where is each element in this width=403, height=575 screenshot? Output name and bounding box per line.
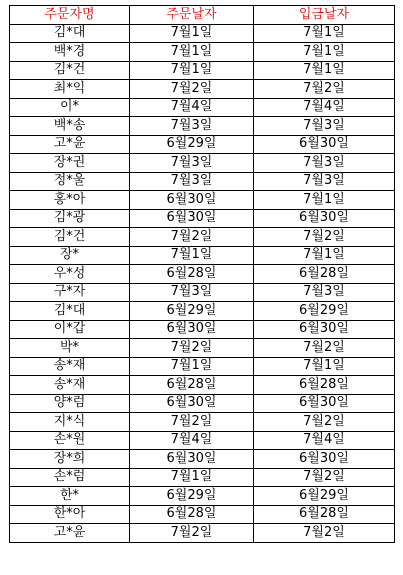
payment-date-cell: 7월3일 xyxy=(254,283,395,302)
table-row xyxy=(10,468,395,487)
payment-date-cell: 6월29일 xyxy=(254,487,395,506)
payment-date-cell: 7월1일 xyxy=(254,357,395,376)
table-body xyxy=(10,24,395,542)
table-row xyxy=(10,191,395,210)
payment-date-cell: 7월4일 xyxy=(254,431,395,450)
table-row xyxy=(10,154,395,173)
orderer-name-cell: 지*식 xyxy=(10,413,130,432)
orderer-name-cell: 구*자 xyxy=(10,283,130,302)
order-date-cell: 6월28일 xyxy=(130,265,254,284)
orderer-name-cell: 손*원 xyxy=(10,431,130,450)
order-date-cell: 7월3일 xyxy=(130,172,254,191)
order-date-cell: 6월30일 xyxy=(130,191,254,210)
order-date-cell: 7월1일 xyxy=(130,61,254,80)
header-row xyxy=(10,6,395,25)
order-date-cell: 7월1일 xyxy=(130,24,254,43)
orderer-name-cell: 송*재 xyxy=(10,376,130,395)
order-date-cell: 7월4일 xyxy=(130,431,254,450)
order-date-cell: 6월30일 xyxy=(130,209,254,228)
table-row xyxy=(10,302,395,321)
payment-date-cell: 6월30일 xyxy=(254,450,395,469)
table-row xyxy=(10,172,395,191)
order-date-cell: 6월28일 xyxy=(130,505,254,524)
payment-date-cell: 7월1일 xyxy=(254,246,395,265)
table-row xyxy=(10,413,395,432)
payment-date-cell: 7월1일 xyxy=(254,191,395,210)
payment-date-cell: 7월4일 xyxy=(254,98,395,117)
header-order-date: 주문날자 xyxy=(130,6,254,25)
header-orderer-name: 주문자명 xyxy=(10,6,130,25)
table-row xyxy=(10,431,395,450)
payment-date-cell: 6월28일 xyxy=(254,376,395,395)
payment-date-cell: 6월28일 xyxy=(254,505,395,524)
orderer-name-cell: 양*럼 xyxy=(10,394,130,413)
table-row xyxy=(10,43,395,62)
order-date-cell: 6월30일 xyxy=(130,320,254,339)
orderer-name-cell: 김*광 xyxy=(10,209,130,228)
order-payment-table xyxy=(9,5,395,543)
payment-date-cell: 7월3일 xyxy=(254,172,395,191)
order-date-cell: 7월3일 xyxy=(130,117,254,136)
payment-date-cell: 7월2일 xyxy=(254,339,395,358)
orderer-name-cell: 이* xyxy=(10,98,130,117)
orderer-name-cell: 최*익 xyxy=(10,80,130,99)
order-date-cell: 6월30일 xyxy=(130,394,254,413)
payment-date-cell: 7월2일 xyxy=(254,524,395,543)
payment-date-cell: 6월29일 xyxy=(254,302,395,321)
table-row xyxy=(10,228,395,247)
table-row xyxy=(10,80,395,99)
orderer-name-cell: 장*희 xyxy=(10,450,130,469)
order-date-cell: 7월1일 xyxy=(130,43,254,62)
table-row xyxy=(10,394,395,413)
payment-date-cell: 7월1일 xyxy=(254,24,395,43)
table-row xyxy=(10,61,395,80)
table-row xyxy=(10,265,395,284)
orderer-name-cell: 박* xyxy=(10,339,130,358)
order-date-cell: 6월30일 xyxy=(130,450,254,469)
orderer-name-cell: 고*윤 xyxy=(10,135,130,154)
table-row xyxy=(10,24,395,43)
orderer-name-cell: 이*갑 xyxy=(10,320,130,339)
table-row xyxy=(10,246,395,265)
order-date-cell: 7월3일 xyxy=(130,154,254,173)
order-date-cell: 6월29일 xyxy=(130,487,254,506)
orderer-name-cell: 홍*아 xyxy=(10,191,130,210)
payment-date-cell: 7월2일 xyxy=(254,228,395,247)
order-date-cell: 7월2일 xyxy=(130,339,254,358)
orderer-name-cell: 송*재 xyxy=(10,357,130,376)
orderer-name-cell: 한*아 xyxy=(10,505,130,524)
payment-date-cell: 6월30일 xyxy=(254,394,395,413)
orderer-name-cell: 장* xyxy=(10,246,130,265)
table-row xyxy=(10,357,395,376)
table-row xyxy=(10,524,395,543)
order-date-cell: 6월28일 xyxy=(130,376,254,395)
payment-date-cell: 7월2일 xyxy=(254,80,395,99)
order-date-cell: 7월2일 xyxy=(130,228,254,247)
order-date-cell: 7월2일 xyxy=(130,524,254,543)
table-row xyxy=(10,505,395,524)
orderer-name-cell: 김*건 xyxy=(10,228,130,247)
table-row xyxy=(10,98,395,117)
payment-date-cell: 6월30일 xyxy=(254,135,395,154)
order-date-cell: 7월1일 xyxy=(130,246,254,265)
payment-date-cell: 7월1일 xyxy=(254,43,395,62)
order-date-cell: 7월2일 xyxy=(130,413,254,432)
order-date-cell: 7월4일 xyxy=(130,98,254,117)
table-row xyxy=(10,135,395,154)
orderer-name-cell: 정*울 xyxy=(10,172,130,191)
table-row xyxy=(10,487,395,506)
payment-date-cell: 6월30일 xyxy=(254,209,395,228)
orderer-name-cell: 김*건 xyxy=(10,61,130,80)
orderer-name-cell: 백*송 xyxy=(10,117,130,136)
table-row xyxy=(10,376,395,395)
payment-date-cell: 7월3일 xyxy=(254,154,395,173)
table-row xyxy=(10,117,395,136)
orderer-name-cell: 장*권 xyxy=(10,154,130,173)
payment-date-cell: 7월1일 xyxy=(254,61,395,80)
orderer-name-cell: 손*럼 xyxy=(10,468,130,487)
table-row xyxy=(10,320,395,339)
payment-date-cell: 7월2일 xyxy=(254,468,395,487)
table-row xyxy=(10,339,395,358)
payment-date-cell: 7월2일 xyxy=(254,413,395,432)
orderer-name-cell: 한* xyxy=(10,487,130,506)
orderer-name-cell: 김*대 xyxy=(10,24,130,43)
payment-date-cell: 6월28일 xyxy=(254,265,395,284)
payment-date-cell: 7월3일 xyxy=(254,117,395,136)
orderer-name-cell: 고*윤 xyxy=(10,524,130,543)
orderer-name-cell: 백*경 xyxy=(10,43,130,62)
payment-date-cell: 6월30일 xyxy=(254,320,395,339)
orderer-name-cell: 우*성 xyxy=(10,265,130,284)
table-row xyxy=(10,450,395,469)
table-row xyxy=(10,209,395,228)
order-date-cell: 7월3일 xyxy=(130,283,254,302)
order-date-cell: 6월29일 xyxy=(130,302,254,321)
order-date-cell: 7월1일 xyxy=(130,468,254,487)
header-payment-date: 입금날자 xyxy=(254,6,395,25)
order-date-cell: 7월2일 xyxy=(130,80,254,99)
order-date-cell: 7월1일 xyxy=(130,357,254,376)
orderer-name-cell: 김*대 xyxy=(10,302,130,321)
order-date-cell: 6월29일 xyxy=(130,135,254,154)
table-row xyxy=(10,283,395,302)
